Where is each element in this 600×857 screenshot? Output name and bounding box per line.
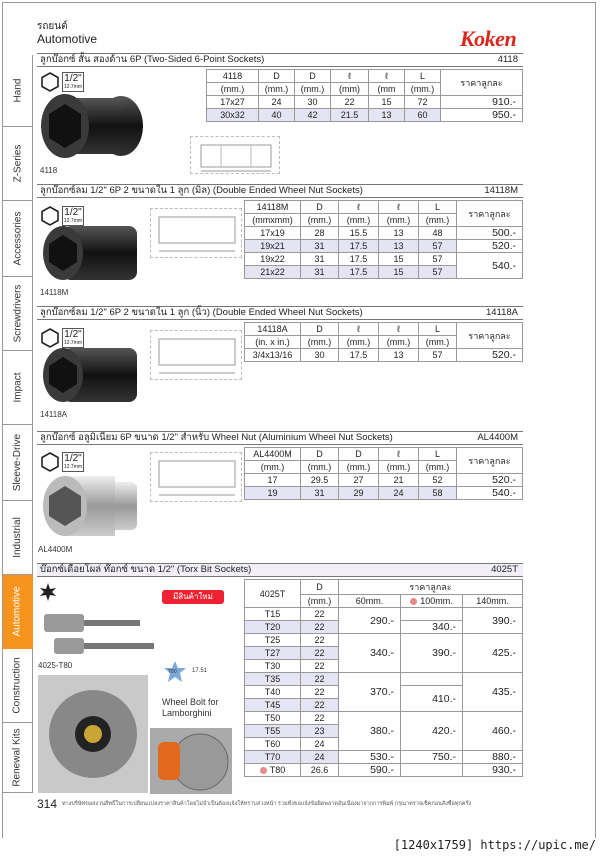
product-caption: 14118M	[40, 288, 69, 297]
table-row: T55 23	[245, 725, 523, 738]
table-row: 17x27 24 30 22 15 72 910.-	[207, 96, 523, 109]
section-title-4025t: บ๊อกซ์เดือยโผล่ ท๊อกซ์ ขนาด 1/2" (Torx Bit Sockets) 4025T	[37, 563, 523, 577]
drive-size-box: 1/2" 12.7mm	[63, 453, 83, 470]
t80-label: T80	[168, 669, 177, 675]
side-tab-accessories[interactable]: Accessories	[3, 201, 33, 277]
product-caption: AL4400M	[38, 545, 73, 554]
page-number: 314	[37, 797, 58, 811]
product-caption: 4118	[40, 166, 58, 175]
section-title-4118: ลูกบ๊อกซ์ สั้น สองด้าน 6P (Two-Sided 6-Point Sockets) 4118	[37, 53, 523, 67]
table-row: 19 31 29 24 58 540.-	[245, 487, 523, 500]
product-caption: 4025-T80	[38, 661, 73, 670]
torx-star-icon	[38, 582, 58, 602]
socket-14118m-photo	[37, 222, 149, 284]
category-english: Automotive	[37, 32, 98, 46]
torx-bit-socket-photo	[40, 604, 160, 658]
table-row: T35 22 370.- 435.-	[245, 673, 523, 686]
table-14118a: 14118A D ℓ ℓ L ราคาลูกละ (in. x in.) (mm.) (mm.) (mm.) (mm.) 3/4x13/16 30 17.5 13 57 520.-	[244, 322, 523, 362]
product-caption: 14118A	[40, 410, 67, 419]
image-url-label: [1240x1759] https://upic.me/	[0, 838, 600, 857]
new-dot-icon	[260, 767, 267, 774]
table-al4400m: AL4400M D D ℓ L ราคาลูกละ (mm.) (mm.) (mm.) (mm.) (mm.) 17 29.5 27 21 52 520.- 19 31 29 24 58 540.-	[244, 447, 523, 500]
socket-diagram	[150, 330, 242, 380]
side-tab-renewal-kits[interactable]: Renewal Kits	[3, 723, 33, 793]
side-tab-construction[interactable]: Construction	[3, 649, 33, 723]
koken-logo: Koken	[460, 26, 517, 51]
disclaimer: ทางบริษัทขอสงวนสิทธิ์ในการเปลี่ยนแปลงราคาสินค้าโดยไม่จำเป็นต้องแจ้งให้ทราบล่วงหน้า รวมทั้งขอแจ้งข้อผิดพลาดอันเนื่องมาจากการพิมพ์ กรุณาตรวจเช็คก่อนสั่งซื้อทุกครั้ง	[62, 801, 472, 807]
side-tab-hand[interactable]: Hand	[3, 55, 33, 127]
table-row: T15 22 290.- 390.-	[245, 608, 523, 621]
table-4118: 4118 D D ℓ ℓ L ราคาลูกละ (mm.) (mm.) (mm.) (mm) (mm (mm.) 17x27 24 30 22 15 72 910.- 30x32 40 42 21.5 13 60 950.-	[206, 69, 523, 122]
table-row: 19x22 31 17.5 15 57 540.-	[245, 253, 523, 266]
table-row: T70 24 530.- 750.- 880.-	[245, 751, 523, 764]
table-row: 17x19 28 15.5 13 48 500.-	[245, 227, 523, 240]
table-row: T50 22 380.- 420.- 460.-	[245, 712, 523, 725]
table-row: T27 22	[245, 647, 523, 660]
socket-4118-photo	[37, 88, 149, 166]
table-row: T40 22 410.-	[245, 686, 523, 699]
table-row: T60 24	[245, 738, 523, 751]
category-thai: รถยนต์	[37, 21, 68, 32]
side-tab-z-series[interactable]: Z-Series	[3, 127, 33, 201]
socket-diagram	[150, 208, 242, 258]
new-product-badge: มีสินค้าใหม่	[162, 590, 224, 604]
section-title-14118m: ลูกบ๊อกซ์ลม 1/2" 6P 2 ขนาดใน 1 ลูก (มิล) (Double Ended Wheel Nut Sockets) 14118M	[37, 184, 523, 198]
drive-size-box: 1/2" 12.7mm	[63, 207, 83, 224]
socket-al4400m-photo	[37, 470, 149, 542]
table-row: T30 22	[245, 660, 523, 673]
side-tab-screwdrivers[interactable]: Screwdrivers	[3, 277, 33, 351]
socket-diagram	[150, 452, 242, 502]
table-row: T20 22 340.-	[245, 621, 523, 634]
section-title-al4400m: ลูกบ๊อกซ์ อลูมิเนียม 6P ขนาด 1/2" สำหรับ Wheel Nut (Aluminium Wheel Nut Sockets) AL4400M	[37, 431, 523, 445]
table-row: 19x21 31 17.5 13 57 520.-	[245, 240, 523, 253]
bolt-caption: Wheel Bolt for Lamborghini	[162, 697, 219, 718]
socket-14118a-photo	[37, 344, 149, 406]
drive-size-box: 1/2" 12.7mm	[63, 329, 83, 346]
new-dot-icon	[410, 598, 417, 605]
table-row: T45 22	[245, 699, 523, 712]
table-row: 30x32 40 42 21.5 13 60 950.-	[207, 109, 523, 122]
section-title-14118a: ลูกบ๊อกซ์ลม 1/2" 6P 2 ขนาดใน 1 ลูก (นิ้ว) (Double Ended Wheel Nut Sockets) 14118A	[37, 306, 523, 320]
table-row: T25 22 340.- 390.- 425.-	[245, 634, 523, 647]
socket-diagram	[190, 136, 280, 174]
table-row: 17 29.5 27 21 52 520.-	[245, 474, 523, 487]
table-14118m: 14118M D ℓ ℓ L ราคาลูกละ (mmxmm) (mm.) (mm.) (mm.) (mm.) 17x19 28 15.5 13 48 500.- 19x21 31 17.5 13 57 520.- 19x22 31 17.5 15 57 540.- 21x22 31 17.5 15 57	[244, 200, 523, 279]
side-tab-automotive[interactable]: Automotive	[3, 575, 33, 649]
t80-dimension: 17.51	[192, 668, 208, 674]
wheel-photo	[38, 675, 148, 793]
table-row: 3/4x13/16 30 17.5 13 57 520.-	[245, 349, 523, 362]
side-tab-impact[interactable]: Impact	[3, 351, 33, 425]
brake-photo	[150, 728, 232, 794]
drive-size-box: 1/2" 12.7mm	[63, 73, 83, 90]
table-row: T80 26.6 590.- 930.-	[245, 764, 523, 777]
side-tab-sleeve-drive[interactable]: Sleeve-Drive	[3, 425, 33, 501]
side-tab-industrial[interactable]: Industrial	[3, 501, 33, 575]
table-row: 21x22 31 17.5 15 57	[245, 266, 523, 279]
table-4025t: 4025T D ราคาลูกละ (mm.) 60mm. 100mm. 140mm. T15 22 290.- 390.- T20 22 340.- T25 22 340.- 390.- 425.- T27 22 T30 22 T35 22 370.- 435.- T40 22 410.- T45 22 T50 22 380.- 420.- 460.- T55 23 T60 24 T70 24 530.- 750.- 880.- T80 26.6 590.- 930.-	[244, 579, 523, 777]
